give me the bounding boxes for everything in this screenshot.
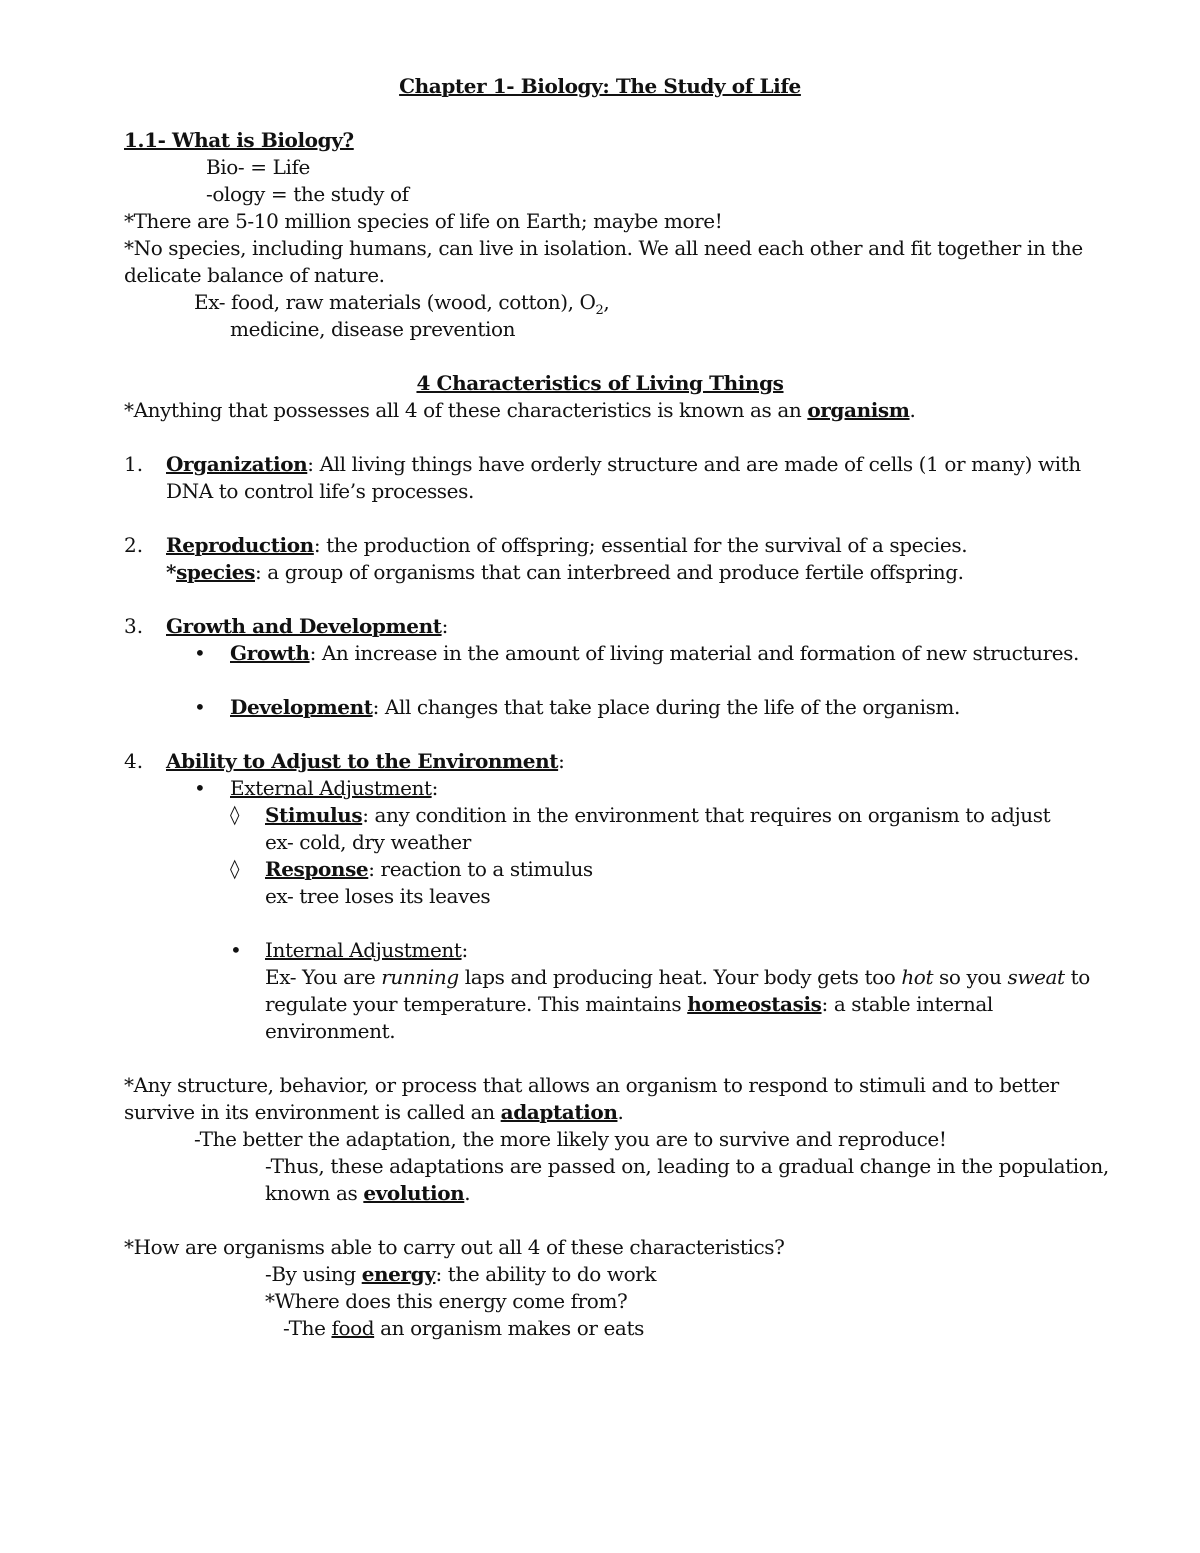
term-response: Response bbox=[265, 857, 369, 881]
page-title: Chapter 1- Biology: The Study of Life bbox=[399, 74, 801, 98]
item-number-4: 4. bbox=[124, 749, 144, 773]
term-organization: Organization bbox=[166, 452, 308, 476]
organization-line-1: Organization: All living things have orderly structure and are made of cells (1 or many) with bbox=[166, 452, 1081, 476]
ology-definition: -ology = the study of bbox=[206, 182, 409, 206]
term-evolution: evolution bbox=[363, 1181, 465, 1205]
internal-adjustment-heading: Internal Adjustment: bbox=[265, 938, 468, 962]
adaptation-line-5: known as evolution. bbox=[265, 1181, 471, 1205]
external-adjustment-heading: External Adjustment: bbox=[230, 776, 438, 800]
growth-definition: Growth: An increase in the amount of living material and formation of new structures. bbox=[230, 641, 1079, 665]
diamond-bullet-icon: ◊ bbox=[230, 858, 240, 880]
term-ability-to-adjust: Ability to Adjust to the Environment bbox=[166, 749, 559, 773]
organization-line-2: DNA to control life’s processes. bbox=[166, 479, 474, 503]
term-external-adjustment: External Adjustment bbox=[230, 776, 432, 800]
term-organism: organism bbox=[807, 398, 910, 422]
isolation-text-1: *No species, including humans, can live in isolation. We all need each other and fit together in the bbox=[124, 236, 1083, 260]
energy-line-4: -The food an organism makes or eats bbox=[283, 1316, 644, 1340]
energy-line-3: *Where does this energy come from? bbox=[265, 1289, 628, 1313]
stimulus-definition: Stimulus: any condition in the environment that requires on organism to adjust bbox=[265, 803, 1051, 827]
term-internal-adjustment: Internal Adjustment bbox=[265, 938, 462, 962]
adaptation-line-1: *Any structure, behavior, or process that allows an organism to respond to stimuli and to better bbox=[124, 1073, 1059, 1097]
internal-example-line-1: Ex- You are running laps and producing heat. Your body gets too hot so you sweat to bbox=[265, 965, 1090, 989]
example-line-2: medicine, disease prevention bbox=[230, 317, 516, 341]
isolation-text-2: delicate balance of nature. bbox=[124, 263, 385, 287]
bullet-icon: • bbox=[230, 938, 242, 962]
response-example: ex- tree loses its leaves bbox=[265, 884, 491, 908]
example-line-1: Ex- food, raw materials (wood, cotton), $O_2$, bbox=[194, 290, 610, 318]
adjust-heading: Ability to Adjust to the Environment: bbox=[166, 749, 565, 773]
bullet-icon: • bbox=[194, 641, 206, 665]
bullet-icon: • bbox=[194, 695, 206, 719]
term-stimulus: Stimulus bbox=[265, 803, 363, 827]
term-species: species bbox=[176, 560, 255, 584]
bullet-icon: • bbox=[194, 776, 206, 800]
term-homeostasis: homeostasis bbox=[687, 992, 822, 1016]
adaptation-line-2: survive in its environment is called an adaptation. bbox=[124, 1100, 624, 1124]
term-adaptation: adaptation bbox=[500, 1100, 618, 1124]
term-reproduction: Reproduction bbox=[166, 533, 314, 557]
item-number-3: 3. bbox=[124, 614, 144, 638]
reproduction-line: Reproduction: the production of offspring; essential for the survival of a species. bbox=[166, 533, 968, 557]
development-definition: Development: All changes that take place during the life of the organism. bbox=[230, 695, 960, 719]
energy-question: *How are organisms able to carry out all 4 of these characteristics? bbox=[124, 1235, 785, 1259]
adaptation-line-4: -Thus, these adaptations are passed on, leading to a gradual change in the population, bbox=[265, 1154, 1109, 1178]
adaptation-line-3: -The better the adaptation, the more likely you are to survive and reproduce! bbox=[194, 1127, 947, 1151]
energy-line-2: -By using energy: the ability to do work bbox=[265, 1262, 657, 1286]
characteristics-intro: *Anything that possesses all 4 of these characteristics is known as an organism. bbox=[124, 398, 916, 422]
internal-example-line-3: environment. bbox=[265, 1019, 396, 1043]
species-definition: *species: a group of organisms that can interbreed and produce fertile offspring. bbox=[166, 560, 964, 584]
term-development: Development bbox=[230, 695, 373, 719]
internal-example-line-2: regulate your temperature. This maintains homeostasis: a stable internal bbox=[265, 992, 993, 1016]
species-count-text: *There are 5-10 million species of life on Earth; maybe more! bbox=[124, 209, 723, 233]
response-definition: Response: reaction to a stimulus bbox=[265, 857, 593, 881]
section-heading-1-1: 1.1- What is Biology? bbox=[124, 128, 354, 152]
term-growth-and-development: Growth and Development bbox=[166, 614, 442, 638]
term-energy: energy bbox=[361, 1262, 436, 1286]
stimulus-example: ex- cold, dry weather bbox=[265, 830, 471, 854]
item-number-2: 2. bbox=[124, 533, 144, 557]
item-number-1: 1. bbox=[124, 452, 144, 476]
term-food: food bbox=[331, 1316, 375, 1340]
characteristics-heading: 4 Characteristics of Living Things bbox=[416, 371, 784, 395]
bio-definition: Bio- = Life bbox=[206, 155, 310, 179]
term-growth: Growth bbox=[230, 641, 310, 665]
diamond-bullet-icon: ◊ bbox=[230, 804, 240, 826]
growth-development-heading: Growth and Development: bbox=[166, 614, 448, 638]
